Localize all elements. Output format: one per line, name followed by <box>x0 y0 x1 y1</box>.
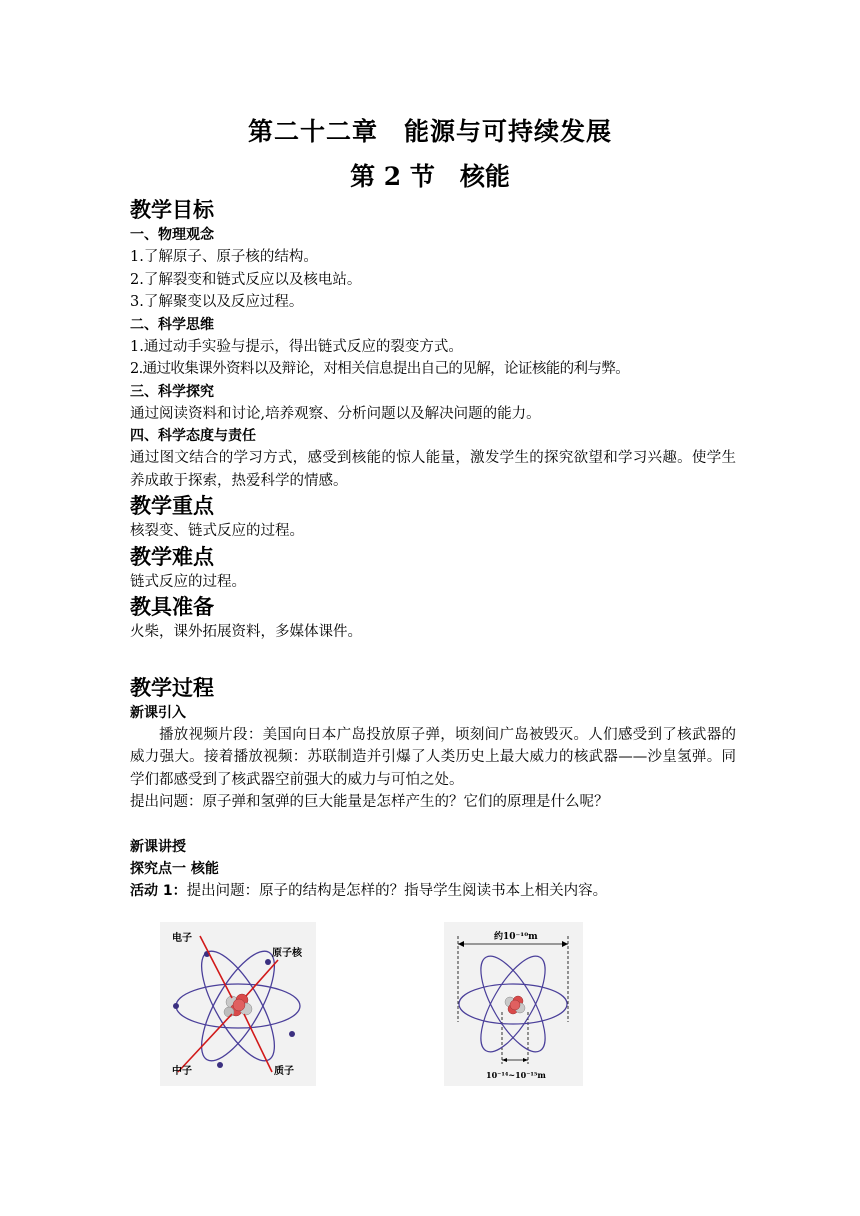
list-item: 2.通过收集课外资料以及辩论，对相关信息提出自己的见解，论证核能的利与弊。 <box>130 361 630 377</box>
key-points-heading: 教学重点 <box>130 494 214 518</box>
list-item: 1.通过动手实验与提示，得出链式反应的裂变方式。 <box>130 338 463 355</box>
electron-dot <box>265 959 271 965</box>
intro-text: 播放视频片段：美国向日本广岛投放原子弹，顷刻间广岛被毁灭。人们感受到了核武器的威力强大。接着播放视频：苏联制造并引爆了人类历史上最大威力的核武器——沙皇氢弹。同学们都感受到了核武器空前强大的威力与可怕之处。 <box>130 726 736 788</box>
neutron-label: 中子 <box>172 1066 192 1077</box>
electron-dot <box>289 1031 295 1037</box>
list-item: 1.了解原子、原子核的结构。 <box>130 249 318 265</box>
nucleus-cluster <box>224 994 252 1017</box>
figures <box>0 922 860 1088</box>
arrow-head <box>523 1058 528 1062</box>
intro-heading: 新课引入 <box>130 704 186 721</box>
proton-label: 质子 <box>274 1066 294 1077</box>
electron-dot <box>173 1003 179 1009</box>
nucleus-size-label: 10⁻¹⁴~10⁻¹⁵m <box>486 1070 546 1080</box>
proton-pointer <box>244 1014 272 1072</box>
activity-1 <box>130 880 736 903</box>
difficulties-text: 链式反应的过程。 <box>130 573 246 590</box>
atom-size-figure <box>444 922 583 1086</box>
neutron-pointer <box>178 1014 232 1072</box>
difficulties-heading: 教学难点 <box>130 544 214 569</box>
materials-text: 火柴，课外拓展资料，多媒体课件。 <box>130 624 362 640</box>
atom-structure-figure <box>160 922 316 1086</box>
inquiry-text: 通过阅读资料和讨论,培养观察、分析问题以及解决问题的能力。 <box>130 405 541 422</box>
activity-1-label: 活动 1： <box>130 882 187 899</box>
arrow-head <box>458 941 464 947</box>
electron-label: 电子 <box>172 933 192 944</box>
scientific-thinking-heading: 二、科学思维 <box>130 316 214 333</box>
process-heading: 教学过程 <box>130 675 214 700</box>
attitude-text: 通过图文结合的学习方式，感受到核能的惊人能量，激发学生的探究欲望和学习兴趣。使学生养成敢于探索，热爱科学的情感。 <box>130 450 736 489</box>
section-title: 第 2 节 核能 <box>350 162 510 191</box>
chapter-title: 第二十二章 能源与可持续发展 <box>247 117 612 146</box>
activity-1-text: 提出问题：原子的结构是怎样的？指导学生阅读书本上相关内容。 <box>186 882 608 899</box>
attitude-heading: 四、科学态度与责任 <box>130 428 256 444</box>
scientific-inquiry-heading: 三、科学探究 <box>130 383 214 400</box>
document-body <box>130 196 736 902</box>
materials-heading: 教具准备 <box>130 595 214 619</box>
arrow-head <box>562 941 568 947</box>
objectives-heading: 教学目标 <box>130 198 214 222</box>
atom-diagram <box>160 922 316 1086</box>
electron-pointer <box>200 936 232 998</box>
atom-size-label: 约10⁻¹⁰m <box>494 932 538 942</box>
lecture-heading: 新课讲授 <box>130 838 186 855</box>
list-item: 2.了解裂变和链式反应以及核电站。 <box>130 271 362 288</box>
nucleus-label: 原子核 <box>272 948 302 959</box>
list-item: 3.了解聚变以及反应过程。 <box>130 294 304 310</box>
electron-dot <box>217 1062 223 1068</box>
arrow-head <box>502 1058 507 1062</box>
atom-size-diagram <box>444 922 583 1086</box>
key-points-text: 核裂变、链式反应的过程。 <box>130 523 304 539</box>
inquiry-point-heading: 探究点一 核能 <box>130 860 219 877</box>
intro-question: 提出问题：原子弹和氢弹的巨大能量是怎样产生的？它们的原理是什么呢？ <box>130 794 609 810</box>
physics-concept-heading: 一、物理观念 <box>130 227 214 243</box>
nucleus-cluster <box>505 996 525 1014</box>
